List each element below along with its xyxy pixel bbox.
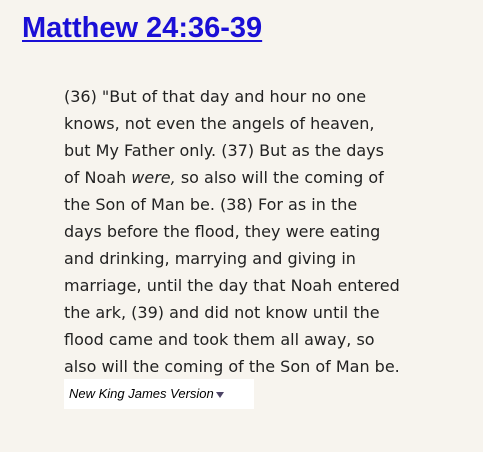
dropdown-arrow-icon <box>216 392 224 398</box>
passage-text <box>64 83 436 380</box>
passage-line: (36) "But of that day and hour no one <box>64 87 367 106</box>
passage-line: the Son of Man be. (38) For as in the <box>64 195 358 214</box>
version-dropdown-label: New King James Version <box>69 386 214 401</box>
passage-line: but My Father only. (37) But as the days <box>64 141 384 160</box>
passage-line: flood came and took them all away, so <box>64 330 375 349</box>
passage-line: the ark, (39) and did not know until the <box>64 303 380 322</box>
passage-line: knows, not even the angels of heaven, <box>64 114 375 133</box>
passage-reference-link[interactable]: Matthew 24:36-39 <box>22 12 263 44</box>
version-dropdown[interactable] <box>64 379 254 409</box>
passage-line: days before the flood, they were eating <box>64 222 381 241</box>
passage-line <box>64 164 436 191</box>
passage-line-text: of Noah <box>64 168 132 187</box>
passage-line-text: so also will the coming of <box>175 168 384 187</box>
passage-line: also will the coming of the Son of Man be. <box>64 357 400 376</box>
passage-line: and drinking, marrying and giving in <box>64 249 356 268</box>
passage-line: marriage, until the day that Noah entered <box>64 276 400 295</box>
italic-word: were, <box>131 168 176 187</box>
